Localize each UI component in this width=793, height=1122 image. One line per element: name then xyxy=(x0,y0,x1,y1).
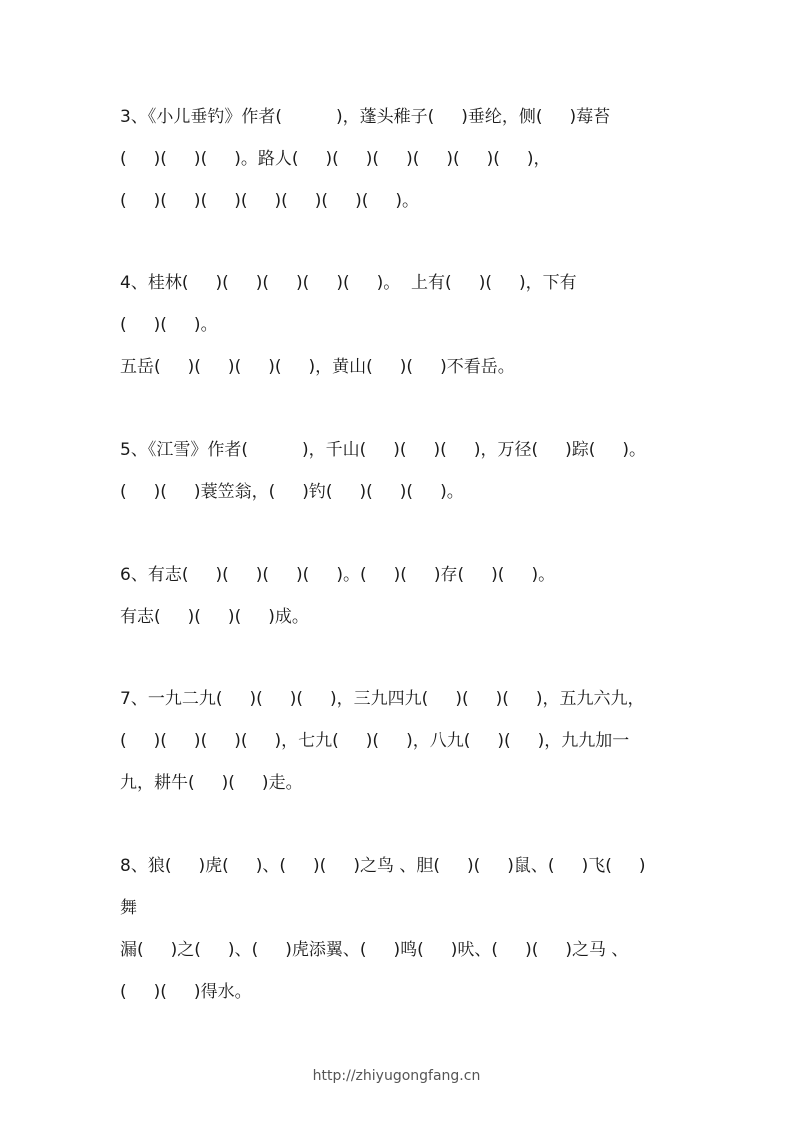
question-4-line-2: ( )( )。 xyxy=(120,315,218,335)
question-7-line-3: 九，耕牛( )( )走。 xyxy=(120,773,303,793)
question-3-line-2: ( )( )( )。路人( )( )( )( )( )( )， xyxy=(120,149,551,169)
question-6-line-2: 有志( )( )( )成。 xyxy=(120,607,309,627)
footer-url: http://zhiyugongfang.cn xyxy=(312,1068,481,1084)
question-8-line-2: 舞 xyxy=(120,898,137,918)
question-4-line-1: 4、桂林( )( )( )( )( )。 上有( )( )，下有 xyxy=(120,273,577,293)
question-7-line-1: 7、一九二九( )( )( )，三九四九( )( )( )，五九六九， xyxy=(120,689,645,709)
question-8-line-4: ( )( )得水。 xyxy=(120,982,252,1002)
question-7-line-2: ( )( )( )( )，七九( )( )，八九( )( )，九九加一 xyxy=(120,731,630,751)
question-6-line-1: 6、有志( )( )( )( )。( )( )存( )( )。 xyxy=(120,565,556,585)
question-3-line-1: 3、《小儿垂钓》作者( )，蓬头稚子( )垂纶，侧( )莓苔 xyxy=(120,107,611,127)
question-3-line-3: ( )( )( )( )( )( )( )。 xyxy=(120,191,419,211)
question-5-line-1: 5、《江雪》作者( )，千山( )( )( )，万径( )踪( )。 xyxy=(120,440,647,460)
question-4-line-3: 五岳( )( )( )( )，黄山( )( )不看岳。 xyxy=(120,357,515,377)
question-8-line-1: 8、狼( )虎( )、( )( )之鸟 、胆( )( )鼠、( )飞( ) xyxy=(120,856,646,876)
question-5-line-2: ( )( )蓑笠翁，( )钓( )( )( )。 xyxy=(120,482,464,502)
question-8-line-3: 漏( )之( )、( )虎添翼、( )鸣( )吠、( )( )之马 、 xyxy=(120,940,629,960)
